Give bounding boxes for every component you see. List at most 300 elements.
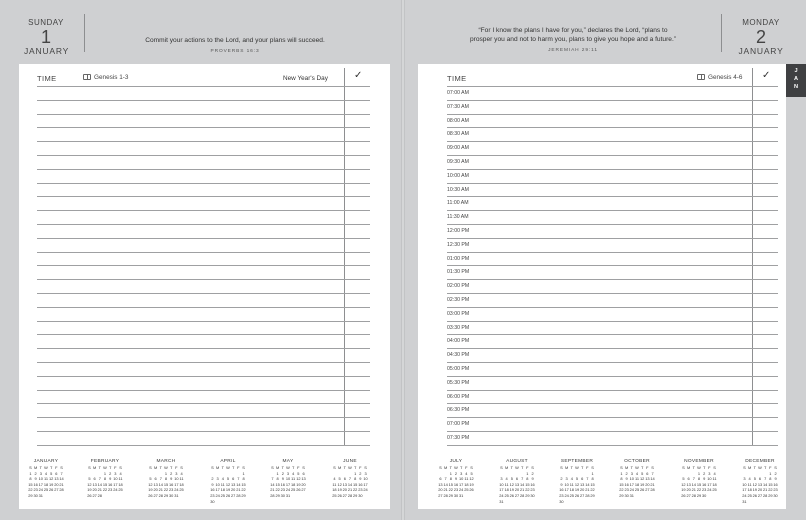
weekday-header: S (180, 465, 183, 470)
calendar-day: 23 (169, 487, 174, 493)
calendar-day: 15 (696, 481, 702, 487)
calendar-day: 22 (353, 487, 358, 493)
weekday-header: F (114, 465, 117, 470)
calendar-day: 11 (634, 476, 640, 482)
weekday-header: W (348, 465, 352, 470)
mini-calendar-grid (208, 465, 248, 504)
left-ruled-line[interactable] (37, 403, 370, 404)
left-ruled-line[interactable] (37, 238, 370, 239)
calendar-day: 15 (448, 481, 453, 487)
hour-label: 08:00 AM (447, 117, 469, 124)
left-ruled-line[interactable] (37, 100, 370, 101)
weekday-header: S (60, 465, 63, 470)
calendar-day: 21 (97, 487, 102, 493)
tab-letter: N (793, 84, 799, 90)
calendar-day: 15 (241, 481, 246, 487)
calendar-day: 21 (347, 487, 353, 493)
calendar-day: 11 (747, 481, 752, 487)
calendar-day: 16 (559, 487, 564, 493)
mini-calendar-month-name: AUGUST (506, 459, 528, 464)
weekday-header: M (276, 465, 280, 470)
right-check-column-divider (752, 68, 753, 445)
right-ruled-line[interactable] (447, 155, 778, 156)
left-reading (83, 74, 128, 81)
calendar-day: 12 (296, 476, 301, 482)
calendar-day: 14 (97, 481, 102, 487)
calendar-day: 12 (225, 481, 231, 487)
calendar-day: 2 (211, 476, 214, 482)
calendar-day: 9 (211, 481, 214, 487)
right-ruled-line[interactable] (447, 403, 778, 404)
calendar-day: 17 (113, 481, 118, 487)
weekday-header: T (449, 465, 452, 470)
left-ruled-line[interactable] (37, 279, 370, 280)
calendar-day: 16 (280, 481, 285, 487)
calendar-day: 12 (640, 476, 645, 482)
calendar-day: 24 (707, 487, 712, 493)
calendar-day: 30 (169, 492, 174, 498)
right-ruled-line[interactable] (447, 238, 778, 239)
calendar-day: 24 (499, 492, 504, 498)
calendar-day: 15 (768, 481, 773, 487)
mini-calendar-august (497, 459, 537, 504)
calendar-day: 15 (163, 481, 169, 487)
calendar-day: 18 (712, 481, 717, 487)
calendar-day: 24 (285, 487, 291, 493)
weekday-header: T (291, 465, 295, 470)
weekday-header: M (625, 465, 629, 470)
weekday-header: T (763, 465, 767, 470)
calendar-day: 27 (438, 492, 443, 498)
left-ruled-line[interactable] (37, 252, 370, 253)
left-ruled-line[interactable] (37, 224, 370, 225)
hour-label: 03:00 PM (447, 310, 470, 317)
weekday-header: S (242, 465, 245, 470)
calendar-day: 14 (236, 481, 241, 487)
calendar-day: 20 (645, 481, 650, 487)
calendar-day: 7 (764, 476, 767, 482)
left-ruled-line[interactable] (37, 307, 370, 308)
calendar-day: 28 (763, 492, 768, 498)
left-ruled-line[interactable] (37, 127, 370, 128)
mini-calendar-month-name: MAY (282, 459, 294, 464)
calendar-day: 15 (28, 481, 33, 487)
calendar-day: 27 (231, 492, 236, 498)
calendar-day: 31 (174, 492, 179, 498)
month-tab[interactable] (786, 64, 806, 97)
calendar-day: 11 (291, 476, 296, 482)
right-ruled-line[interactable] (447, 334, 778, 335)
calendar-day: 15 (102, 481, 108, 487)
calendar-day: 19 (337, 487, 342, 493)
calendar-day: 9 (560, 481, 563, 487)
calendar-day: 28 (650, 487, 655, 493)
weekday-header: T (520, 465, 524, 470)
calendar-day: 9 (774, 476, 777, 482)
calendar-day: 10 (742, 481, 747, 487)
calendar-day: 3 (500, 476, 503, 482)
calendar-day: 29 (353, 492, 358, 498)
weekday-header: T (510, 465, 513, 470)
calendar-day: 23 (559, 492, 564, 498)
weekday-header: S (531, 465, 534, 470)
right-ruled-line[interactable] (447, 196, 778, 197)
mini-calendar-grid (146, 465, 186, 499)
calendar-day: 29 (448, 492, 453, 498)
right-ruled-line[interactable] (447, 390, 778, 391)
calendar-day: 25 (179, 487, 184, 493)
left-check-icon: ✓ (354, 70, 363, 81)
right-ruled-line[interactable] (447, 141, 778, 142)
calendar-day: 7 (237, 476, 240, 482)
calendar-day: 6 (55, 470, 58, 476)
right-ruled-line[interactable] (447, 224, 778, 225)
calendar-day: 8 (620, 476, 623, 482)
calendar-day: 14 (347, 481, 353, 487)
left-ruled-line[interactable] (37, 196, 370, 197)
weekday-header: F (297, 465, 300, 470)
calendar-day: 12 (148, 481, 153, 487)
weekday-header: T (630, 465, 633, 470)
left-quote-ref: PROVERBS 16:3 (210, 49, 260, 54)
left-ruled-line[interactable] (37, 445, 370, 446)
mini-calendar-january (26, 459, 66, 499)
calendar-day: 3 (286, 470, 290, 476)
calendar-day: 25 (118, 487, 123, 493)
calendar-day: 11 (712, 476, 717, 482)
calendar-day: 9 (34, 476, 37, 482)
calendar-day: 19 (469, 481, 474, 487)
calendar-day: 3 (216, 476, 219, 482)
left-ruled-line[interactable] (37, 183, 370, 184)
calendar-day: 4 (465, 470, 468, 476)
left-reading-text: Genesis 1-3 (94, 74, 129, 81)
weekday-header: S (591, 465, 594, 470)
calendar-day: 29 (163, 492, 169, 498)
left-ruled-line[interactable] (37, 417, 370, 418)
calendar-day: 21 (763, 487, 768, 493)
left-quote (110, 36, 360, 56)
mini-calendar-grid (497, 465, 537, 504)
calendar-day: 12 (574, 481, 580, 487)
calendar-day: 18 (291, 481, 296, 487)
weekday-header: S (682, 465, 685, 470)
left-header-divider (84, 14, 85, 52)
weekday-header: S (211, 465, 214, 470)
weekday-header: W (635, 465, 639, 470)
weekday-header: T (159, 465, 162, 470)
calendar-day: 24 (113, 487, 118, 493)
calendar-day: 2 (774, 470, 777, 476)
calendar-day: 10 (363, 476, 368, 482)
calendar-day: 28 (585, 492, 590, 498)
calendar-day: 23 (280, 487, 285, 493)
calendar-day: 10 (285, 476, 291, 482)
left-ruled-line[interactable] (37, 265, 370, 266)
mini-calendar-grid (26, 465, 66, 499)
calendar-day: 21 (520, 487, 525, 493)
calendar-day: 3 (114, 470, 117, 476)
weekday-header: T (231, 465, 235, 470)
calendar-day: 1 (276, 470, 279, 476)
calendar-day: 13 (54, 476, 59, 482)
weekday-header: S (620, 465, 623, 470)
calendar-day: 7 (444, 476, 447, 482)
calendar-day: 22 (525, 487, 530, 493)
weekday-header: T (98, 465, 101, 470)
right-ruled-line[interactable] (447, 100, 778, 101)
book-icon (697, 74, 705, 80)
calendar-day: 24 (564, 492, 569, 498)
calendar-day: 28 (443, 492, 448, 498)
calendar-day: 9 (109, 476, 112, 482)
calendar-day: 31 (38, 492, 43, 498)
calendar-day: 5 (682, 476, 685, 482)
right-quote-line-2: prosper you and not to harm you, plans to give you hope and a future.” (469, 36, 676, 43)
right-ruled-line[interactable] (447, 252, 778, 253)
mini-calendar-june (330, 459, 370, 499)
weekday-header: S (149, 465, 152, 470)
calendar-day: 6 (515, 476, 519, 482)
calendar-day: 16 (169, 481, 174, 487)
calendar-day: 1 (354, 470, 357, 476)
calendar-day: 9 (531, 476, 534, 482)
calendar-day: 7 (98, 476, 101, 482)
calendar-day: 20 (438, 487, 443, 493)
calendar-day: 21 (270, 487, 275, 493)
calendar-day: 18 (179, 481, 184, 487)
calendar-day: 25 (569, 492, 574, 498)
calendar-day: 6 (687, 476, 690, 482)
calendar-day: 29 (768, 492, 773, 498)
calendar-day: 1 (769, 470, 772, 476)
calendar-day: 7 (586, 476, 589, 482)
calendar-day: 16 (33, 481, 38, 487)
left-ruled-line[interactable] (37, 293, 370, 294)
calendar-day: 20 (342, 487, 347, 493)
weekday-header: F (359, 465, 362, 470)
hour-label: 04:00 PM (447, 338, 470, 345)
left-month: JANUARY (24, 46, 70, 56)
left-ruled-line[interactable] (37, 114, 370, 115)
calendar-day: 14 (443, 481, 448, 487)
calendar-day: 29 (275, 492, 280, 498)
weekday-header: S (743, 465, 746, 470)
calendar-day: 5 (338, 476, 341, 482)
calendar-day: 13 (301, 476, 306, 482)
calendar-day: 3 (708, 470, 711, 476)
mini-calendar-month-name: APRIL (220, 459, 236, 464)
right-ruled-line[interactable] (447, 376, 778, 377)
left-ruled-line[interactable] (37, 321, 370, 322)
hour-label: 08:30 AM (447, 131, 469, 138)
calendar-day: 14 (59, 476, 64, 482)
calendar-day: 19 (296, 481, 301, 487)
calendar-day: 28 (158, 492, 163, 498)
calendar-day: 27 (645, 487, 650, 493)
calendar-day: 4 (748, 476, 751, 482)
calendar-day: 24 (629, 487, 634, 493)
right-ruled-line[interactable] (447, 169, 778, 170)
calendar-day: 22 (163, 487, 169, 493)
calendar-day: 24 (38, 487, 43, 493)
left-day-number: 1 (40, 27, 51, 47)
right-quote-ref: JEREMIAH 29:11 (548, 48, 598, 53)
right-ruled-line[interactable] (447, 362, 778, 363)
left-ruled-line[interactable] (37, 376, 370, 377)
calendar-day: 25 (220, 492, 225, 498)
right-ruled-line[interactable] (447, 114, 778, 115)
calendar-day: 18 (569, 487, 574, 493)
weekday-header: F (175, 465, 178, 470)
left-planner-page (19, 64, 390, 509)
calendar-day: 5 (753, 476, 756, 482)
right-ruled-line[interactable] (447, 307, 778, 308)
calendar-day: 6 (93, 476, 96, 482)
right-header-divider (721, 14, 722, 52)
mini-calendar-grid (85, 465, 125, 499)
calendar-day: 10 (629, 476, 634, 482)
calendar-day: 8 (354, 476, 357, 482)
calendar-day: 8 (526, 476, 529, 482)
hour-label: 12:30 PM (447, 241, 470, 248)
left-ruled-line[interactable] (37, 86, 370, 87)
right-ruled-line[interactable] (447, 86, 778, 87)
calendar-day: 6 (154, 476, 157, 482)
weekday-header: M (154, 465, 158, 470)
weekday-header: S (333, 465, 336, 470)
weekday-header: M (748, 465, 752, 470)
calendar-day: 22 (696, 487, 702, 493)
left-ruled-line[interactable] (37, 390, 370, 391)
left-ruled-line[interactable] (37, 141, 370, 142)
hour-label: 10:30 AM (447, 186, 469, 193)
calendar-day: 4 (221, 476, 224, 482)
left-holiday: New Year's Day (283, 75, 328, 82)
calendar-day: 1 (697, 470, 701, 476)
calendar-day: 19 (87, 487, 92, 493)
calendar-day: 26 (469, 487, 474, 493)
calendar-day: 5 (226, 476, 230, 482)
left-quote-text: Commit your actions to the Lord, and your plans will succeed. (145, 37, 325, 44)
left-ruled-line[interactable] (37, 334, 370, 335)
hour-label: 09:00 AM (447, 145, 469, 152)
calendar-day: 19 (148, 487, 153, 493)
weekday-header: T (39, 465, 42, 470)
calendar-day: 13 (231, 481, 236, 487)
calendar-day: 2 (359, 470, 362, 476)
calendar-day: 21 (585, 487, 590, 493)
left-ruled-line[interactable] (37, 431, 370, 432)
calendar-day: 8 (276, 476, 279, 482)
calendar-day: 6 (646, 470, 649, 476)
calendar-day: 11 (118, 476, 123, 482)
calendar-day: 20 (92, 487, 97, 493)
calendar-day: 30 (210, 498, 215, 504)
calendar-day: 28 (270, 492, 275, 498)
calendar-day: 31 (459, 492, 464, 498)
weekday-header: S (29, 465, 32, 470)
hour-label: 06:00 PM (447, 393, 470, 400)
weekday-header: F (237, 465, 240, 470)
left-ruled-line[interactable] (37, 169, 370, 170)
hour-label: 01:00 PM (447, 255, 470, 262)
calendar-day: 30 (624, 492, 629, 498)
weekday-header: T (343, 465, 346, 470)
right-ruled-line[interactable] (447, 279, 778, 280)
weekday-header: T (353, 465, 357, 470)
hour-label: 02:30 PM (447, 297, 470, 303)
calendar-day: 8 (591, 476, 594, 482)
calendar-day: 17 (174, 481, 179, 487)
calendar-day: 2 (560, 476, 563, 482)
left-ruled-line[interactable] (37, 210, 370, 211)
right-ruled-line[interactable] (447, 445, 778, 446)
calendar-day: 12 (509, 481, 514, 487)
calendar-day: 2 (703, 470, 706, 476)
right-ruled-line[interactable] (447, 293, 778, 294)
weekday-header: M (565, 465, 569, 470)
right-ruled-line[interactable] (447, 183, 778, 184)
calendar-day: 27 (153, 492, 158, 498)
hour-label: 03:30 PM (447, 324, 470, 331)
calendar-day: 17 (363, 481, 368, 487)
weekday-header: S (774, 465, 777, 470)
right-quote (430, 26, 716, 55)
calendar-day: 11 (569, 481, 574, 487)
right-ruled-line[interactable] (447, 265, 778, 266)
left-ruled-line[interactable] (37, 155, 370, 156)
mini-calendar-december (740, 459, 780, 504)
mini-calendar-october (617, 459, 657, 499)
right-ruled-line[interactable] (447, 348, 778, 349)
calendar-day: 26 (574, 492, 580, 498)
right-ruled-line[interactable] (447, 321, 778, 322)
calendar-day: 19 (509, 487, 514, 493)
calendar-day: 14 (585, 481, 590, 487)
calendar-day: 18 (504, 487, 509, 493)
calendar-day: 30 (358, 492, 363, 498)
calendar-day: 10 (499, 481, 504, 487)
calendar-day: 17 (707, 481, 712, 487)
calendar-day: 28 (520, 492, 525, 498)
mini-calendar-september (557, 459, 597, 504)
calendar-day: 20 (757, 487, 763, 493)
calendar-day: 25 (634, 487, 640, 493)
right-ruled-line[interactable] (447, 417, 778, 418)
calendar-day: 5 (641, 470, 644, 476)
hour-label: 05:30 PM (447, 379, 470, 386)
hour-label: 12:00 PM (447, 228, 470, 234)
calendar-day: 7 (348, 476, 352, 482)
calendar-day: 26 (509, 492, 514, 498)
left-ruled-line[interactable] (37, 362, 370, 363)
calendar-day: 1 (103, 470, 107, 476)
book-spine (401, 0, 405, 520)
weekday-header: T (459, 465, 463, 470)
right-ruled-line[interactable] (447, 210, 778, 211)
calendar-day: 26 (49, 487, 54, 493)
right-date-block (738, 18, 784, 56)
calendar-day: 22 (448, 487, 453, 493)
left-check-column-divider (344, 68, 345, 445)
right-ruled-line[interactable] (447, 127, 778, 128)
calendar-day: 29 (28, 492, 33, 498)
weekday-header: W (103, 465, 107, 470)
right-ruled-line[interactable] (447, 431, 778, 432)
left-ruled-line[interactable] (37, 348, 370, 349)
calendar-day: 2 (281, 470, 284, 476)
